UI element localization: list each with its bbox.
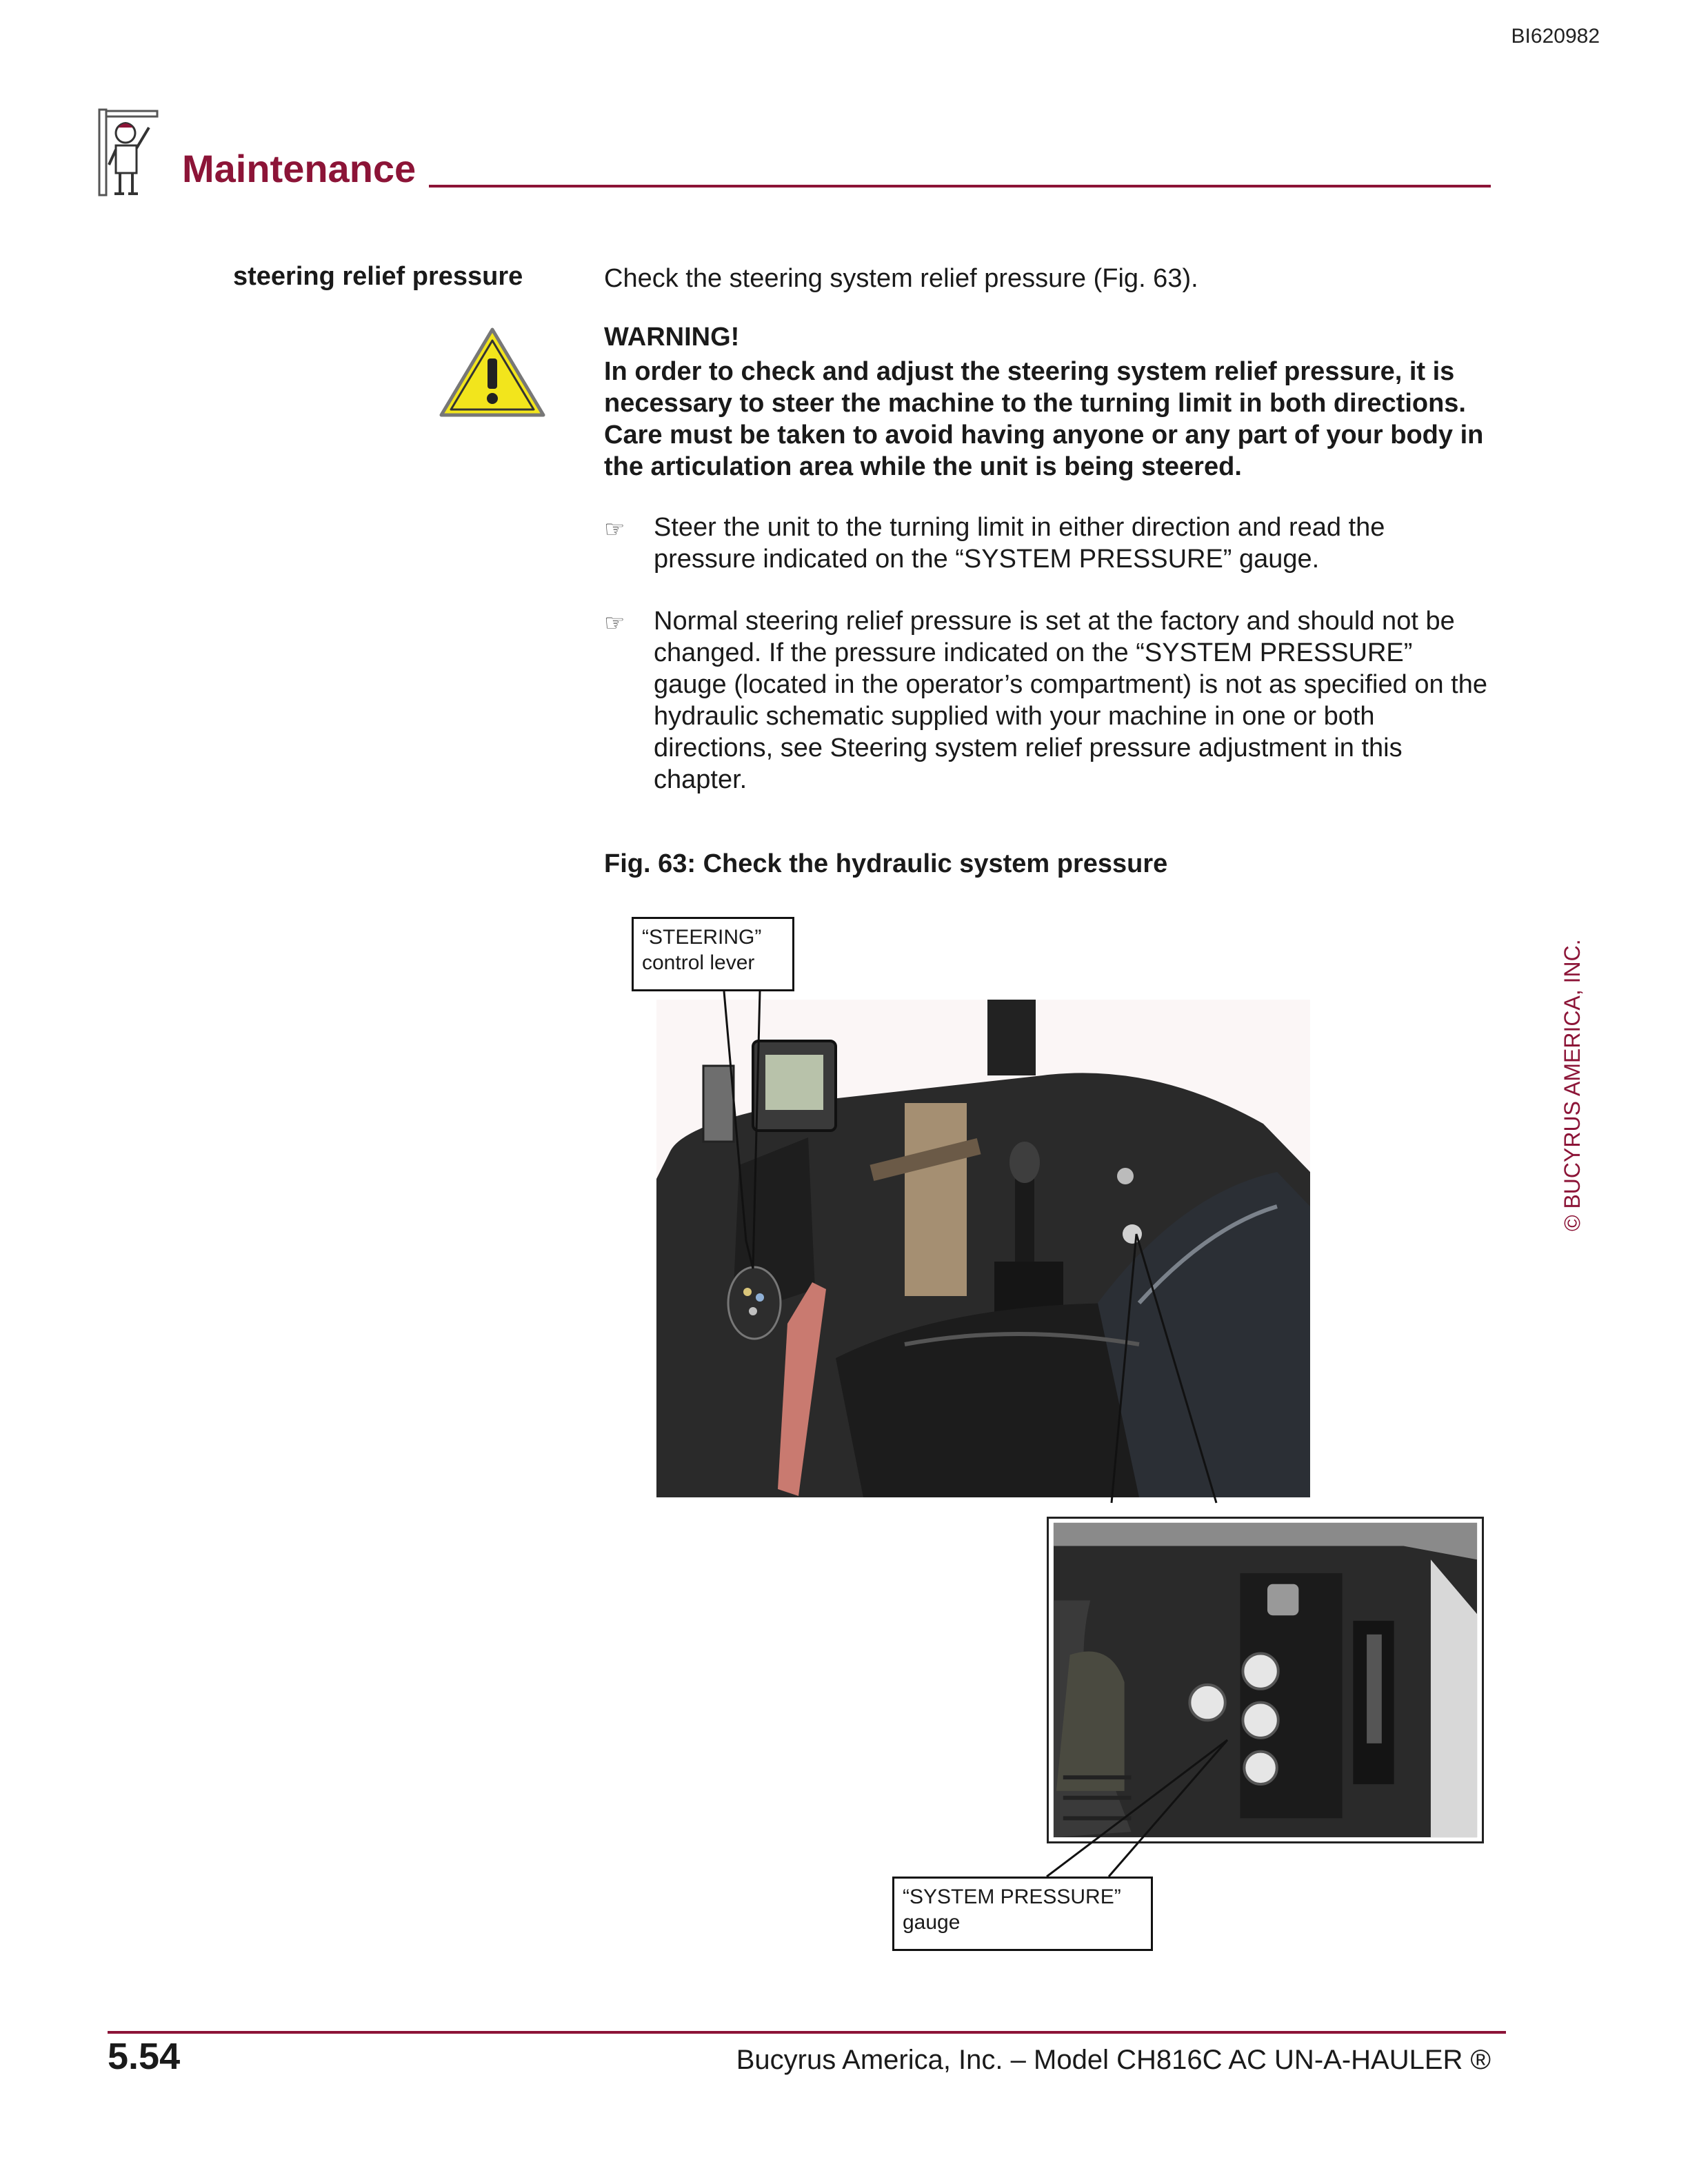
document-id: BI620982 [1511,25,1600,48]
copyright-sidebar: © BUCYRUS AMERICA, INC. [1560,939,1585,1231]
bullet-step-2: Normal steering relief pressure is set at the factory and should not be changed. If the pressure indicated on the “SYSTEM PRESSURE” gauge (located in the operator’s compartment) is not as specified on the hydraulic schematic supplied with your machine in one or both directions, see Steering system relief pressure adjustment in this chapter. [654,607,1487,794]
system-pressure-label-line-1: “SYSTEM PRESSURE” [903,1885,1121,1908]
warning-text: In order to check and adjust the steering system relief pressure, it is necessary to steer the machine to the turning limit in both directions. Care must be taken to avoid having anyone or any part of your body in the articulation area while the unit is being steered. [604,357,1484,481]
page-number: 5.54 [108,2036,181,2077]
pointing-hand-icon: ☞ [604,516,625,543]
warning-triangle-icon [439,327,546,419]
steering-lever-label [632,917,794,991]
intro-text: Check the steering system relief pressure (Fig. 63). [604,264,1198,293]
steering-lever-label-line-2: control lever [642,951,755,974]
steering-lever-label-line-1: “STEERING” [642,926,762,949]
bullet-step-1: Steer the unit to the turning limit in either direction and read the pressure indicated on the “SYSTEM PRESSURE” gauge. [654,513,1385,574]
title-rule [429,185,1491,188]
maintenance-mechanic-icon [97,107,160,198]
footer-rule [108,2031,1506,2034]
side-heading: steering relief pressure [233,262,523,291]
footer-text: Bucyrus America, Inc. – Model CH816C AC UN-A-HAULER ® [736,2045,1491,2075]
system-pressure-label [892,1877,1153,1951]
section-title: Maintenance [182,147,416,190]
figure-caption: Fig. 63: Check the hydraulic system pressure [604,849,1168,878]
warning-title: WARNING! [604,323,740,352]
operator-compartment-photo [656,1000,1310,1497]
pointing-hand-icon: ☞ [604,610,625,636]
system-pressure-gauge-photo [1047,1517,1484,1843]
system-pressure-label-line-2: gauge [903,1911,961,1934]
